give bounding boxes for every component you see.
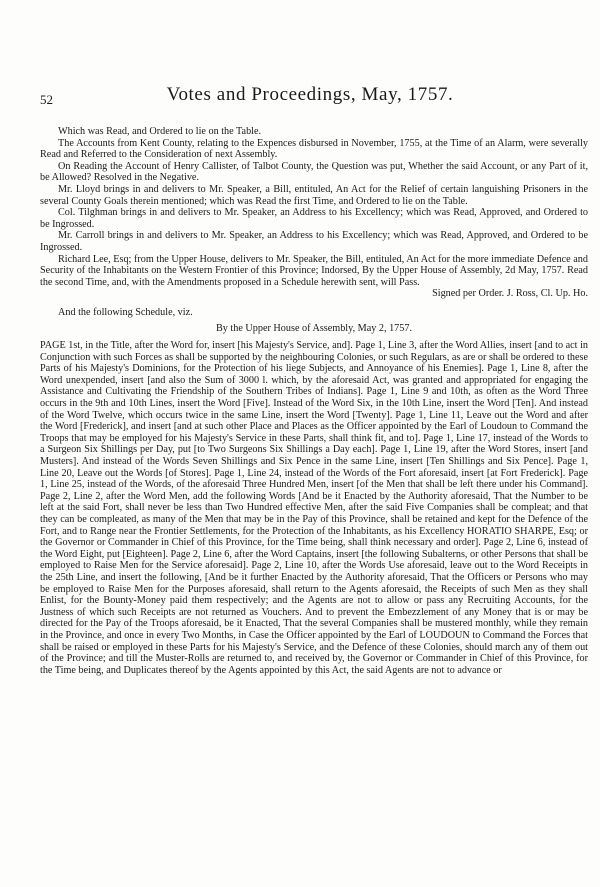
paragraph-6: Mr. Carroll brings in and delivers to Mr. Speaker, an Address to his Excellency; which was Read, Approved, and Ordered to be Ingrossed. — [40, 230, 588, 253]
document-body — [40, 126, 588, 676]
paragraph-1: Which was Read, and Ordered to lie on the Table. — [58, 126, 262, 137]
signature-line: Signed per Order. J. Ross, Cl. Up. Ho. — [432, 288, 588, 300]
paragraph-2: The Accounts from Kent County, relating to the Expences disbursed in November, 1755, at the Time of an Alarm, were severally Read and Referred to the Consideration of next Assembly. — [40, 137, 588, 161]
schedule-text: PAGE 1st, in the Title, after the Word for, insert [his Majesty's Service, and]. Page 1, Line 3, after the Word Allies, insert [and to act in Conjunction with such Forces as shall be supported by the neighbouring Colonies, or such Regulars, as are or shall be ordered to these Parts of his Majesty's Dominions, for the Protection of his liege Subjects, and Annoyance of his Enemies]. Page 1, Line 8, after the Word unexpended, insert [and also the Sum of 3000 l. which, by the aforesaid Act, was granted and appropriated for engaging the Assistance and Cultivating the Friendship of the Southern Tribes of Indians]. Page 1, Line 9 and 10th, as often as the Word Three occurs in the 9th and 10th Lines, insert the Word [Five]. Instead of the Word Six, in the 10th Line, insert the Word [Ten]. And instead of the Word Twelve, which occurs twice in the same Line, insert the Word [Twenty]. Page 1, Line 11, Leave out the Word and after the Word [Frederick], and insert [and at such other Place and Places as the Officer appointed by the Earl of Loudoun to Command the Troops that may be employed for his Majesty's Service in these Parts, shall think fit, and to]. Page 1, Line 17, instead of the Words to a Surgeon Six Shillings per Day, put [to Two Surgeons Six Shillings a Day each]. Page 1, Line 19, after the Word Stores, insert [and Musters]. And instead of the Words Seven Shillings and Six Pence in the same Line, insert [Ten Shillings and Six Pence]. Page 1, Line 20, Leave out the Words [of Stores]. Page 1, Line 24, instead of the Words of the Fort aforesaid, insert [at Fort Frederick]. Page 1, Line 25, instead of the Words, of the aforesaid Three Hundred Men, insert [of the Men that shall be left there under his Command]. Page 2, Line 2, after the Word Men, add the following Words [And be it Enacted by the Authority aforesaid, That the Number to be left at the said Fort, shall never be less than Two Hundred effective Men, after the said Five Companies shall be compleat; and that they can be compleated, as many of the Men that may be in the Pay of this Province, shall be retained and kept for the Defence of the Fort, and to Range near the Frontier Settlements, for the Protection of the Inhabitants, as his Excellency HORATIO SHARPE, Esq; or the Governor or Commander in Chief of this Province, for the Time being, shall think necessary and order]. Page 2, Line 6, instead of the Word Eight, put [Eighteen]. Page 2, Line 6, after the Word Captains, insert [the following Subalterns, or other Persons that shall be employed to Raise Men for the Service aforesaid]. Page 2, Line 10, after the Words Use aforesaid, leave out to the Word Receipts in the 25th Line, and insert the following, [And be it further Enacted by the Authority aforesaid, That the Officers or Persons who may be employed to Raise Men for the Purposes aforesaid, shall return to the Agents aforesaid, the Receipts of such Men as they shall Enlist, for the Bounty-Money paid them respectively; and the Agents are not to allow or pass any Recruiting Accounts, for the Justness of which such Receipts are not returned as Vouchers. And to prevent the Embezzlement of any Money that is or may be directed for the Pay of the Troops aforesaid, be it Enacted, That the several Companies shall be mustered monthly, while they remain in the Province, and once in every Two Months, in Case the Officer appointed by the Earl of LOUDOUN to Command the Forces that shall be raised or employed in these Parts for his Majesty's Service, and the Defence of these Colonies, should march any of them out of the Province; and till the Muster-Rolls are returned to, and received by, the Governor or Commander in Chief of this Province, for the Time being, and Duplicates thereof by the Agents appointed by this Act, the said Agents are not to advance or — [40, 340, 588, 676]
paragraph-7: Richard Lee, Esq; from the Upper House, delivers to Mr. Speaker, the Bill, entituled, An Act for the more immediate Defence and Security of the Inhabitants on the Western Frontier of this Province; Indorsed, By the Upper House of Assembly, 2d May, 1757. Read the second Time, and, with the Amendments proposed in a Schedule herewith sent, will Pass. — [40, 253, 588, 288]
page-header — [40, 84, 580, 114]
running-title: Votes and Proceedings, May, 1757. — [166, 84, 454, 105]
schedule-heading: By the Upper House of Assembly, May 2, 1757. — [216, 322, 412, 334]
page-number: 52 — [40, 92, 53, 107]
paragraph-4: Mr. Lloyd brings in and delivers to Mr. Speaker, a Bill, entituled, An Act for the Relief of certain languishing Prisoners in the several County Goals therein mentioned; which was Read the first Time, and Ordered to lie on the Table. — [40, 183, 588, 207]
schedule-intro: And the following Schedule, viz. — [58, 306, 193, 318]
paragraph-5: Col. Tilghman brings in and delivers to Mr. Speaker, an Address to his Excellency; which was Read, Approved, and Ordered to be Ingrossed. — [40, 207, 588, 230]
paragraph-3: On Reading the Account of Henry Callister, of Talbot County, the Question was put, Whether the said Account, or any Part of it, be Allowed? Resolved in the Negative. — [40, 160, 588, 184]
